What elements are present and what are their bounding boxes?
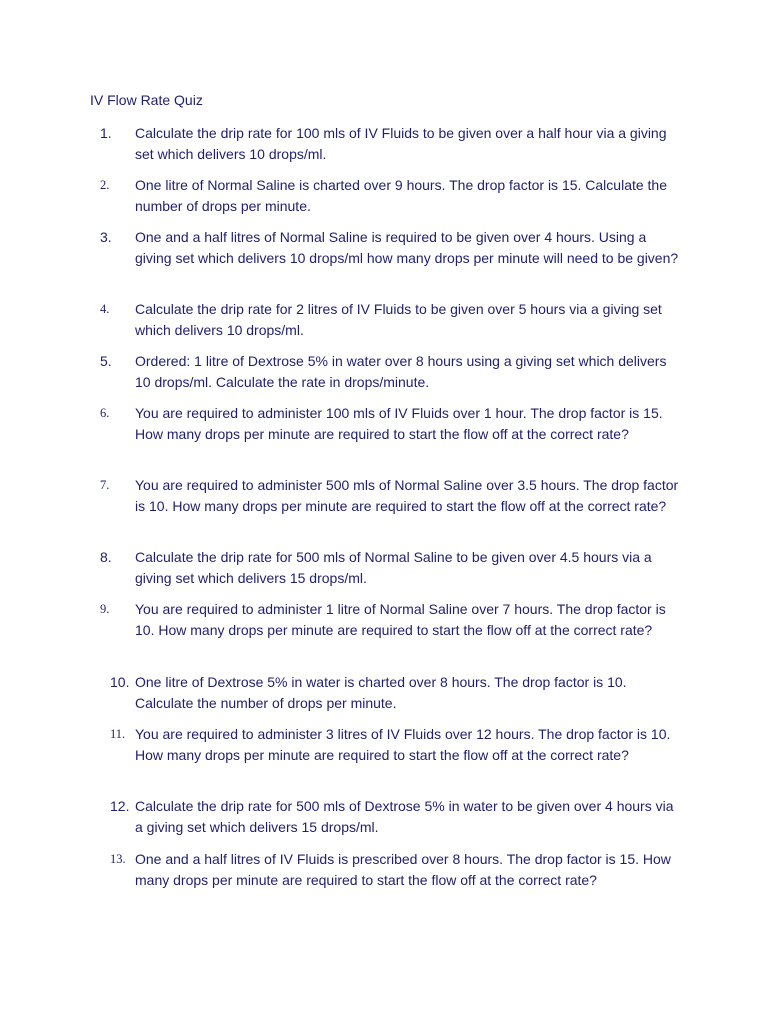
question-number: 8. xyxy=(100,549,112,565)
question-number: 6. xyxy=(100,406,110,420)
question-text: One litre of Dextrose 5% in water is charted over 8 hours. The drop factor is 10. Calculate the number of drops per minute. xyxy=(135,674,627,711)
question-number: 1. xyxy=(100,125,112,141)
question-number: 11. xyxy=(110,727,126,741)
question-text: You are required to administer 1 litre of Normal Saline over 7 hours. The drop factor is 10. How many drops per minute are required to start the flow off at the correct rate? xyxy=(135,601,666,638)
question-text: One and a half litres of IV Fluids is prescribed over 8 hours. The drop factor is 15. How many drops per minute are required to start the flow off at the correct rate? xyxy=(135,851,671,888)
question-text: Ordered: 1 litre of Dextrose 5% in water over 8 hours using a giving set which delivers 10 drops/ml. Calculate the rate in drops/minute. xyxy=(135,353,667,390)
question-text: You are required to administer 3 litres of IV Fluids over 12 hours. The drop factor is 10. How many drops per minute are required to start the flow off at the correct rate? xyxy=(135,726,671,763)
quiz-title: IV Flow Rate Quiz xyxy=(90,92,203,108)
question-number: 7. xyxy=(100,478,110,492)
question-number: 9. xyxy=(100,602,110,616)
question-text: One litre of Normal Saline is charted over 9 hours. The drop factor is 15. Calculate the number of drops per minute. xyxy=(135,177,668,214)
question-number: 13. xyxy=(110,852,126,866)
question-text: Calculate the drip rate for 2 litres of IV Fluids to be given over 5 hours via a giving set which delivers 10 drops/ml. xyxy=(135,301,662,338)
question-text: Calculate the drip rate for 500 mls of Dextrose 5% in water to be given over 4 hours via a giving set which delivers 15 drops/ml. xyxy=(135,798,674,835)
question-text: Calculate the drip rate for 500 mls of Normal Saline to be given over 4.5 hours via a giving set which delivers 15 drops/ml. xyxy=(135,549,652,586)
question-number: 12. xyxy=(110,798,130,814)
question-text: Calculate the drip rate for 100 mls of IV Fluids to be given over a half hour via a giving set which delivers 10 drops/ml. xyxy=(135,125,667,162)
question-number: 4. xyxy=(100,302,110,316)
question-text: One and a half litres of Normal Saline is required to be given over 4 hours. Using a giving set which delivers 10 drops/ml how many drops per minute will need to be given? xyxy=(135,229,679,266)
question-text: You are required to administer 500 mls of Normal Saline over 3.5 hours. The drop factor is 10. How many drops per minute are required to start the flow off at the correct rate? xyxy=(135,477,679,514)
question-text: You are required to administer 100 mls of IV Fluids over 1 hour. The drop factor is 15. How many drops per minute are required to start the flow off at the correct rate? xyxy=(135,405,663,442)
question-number: 10. xyxy=(110,674,130,690)
question-number: 3. xyxy=(100,229,112,245)
question-number: 5. xyxy=(100,353,112,369)
question-number: 2. xyxy=(100,178,110,192)
